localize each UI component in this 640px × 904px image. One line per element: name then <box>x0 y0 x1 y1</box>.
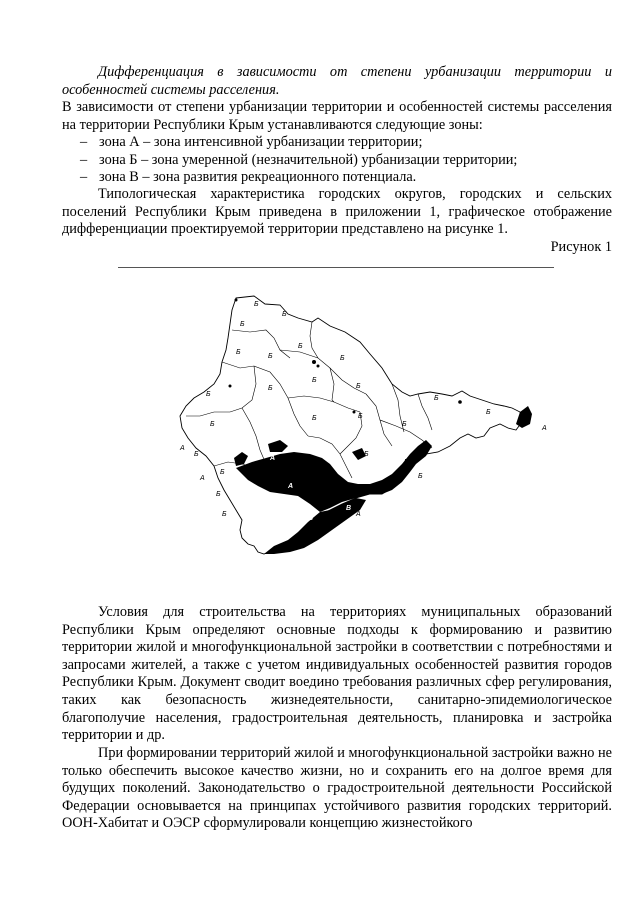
map-label-zone-b: Б <box>312 377 317 384</box>
map-label-zone-b: Б <box>298 343 303 350</box>
intro-paragraph: В зависимости от степени урбанизации территории и особенностей системы расселения на территории Республики Крым устанавливаются следующие зоны: <box>62 99 612 133</box>
map-label-zone-b: Б <box>268 353 273 360</box>
map-label-zone-b: Б <box>402 421 407 428</box>
typology-paragraph: Типологическая характеристика городских округов, городских и сельских поселений Республики Крым приведена в приложении 1, графическое отображение дифференциации проектируемой территории представлено на рисунке 1. <box>62 186 612 238</box>
settlement-marker <box>229 385 232 388</box>
settlement-marker <box>235 299 238 302</box>
map-label-zone-b: Б <box>340 355 345 362</box>
zone-list <box>62 134 612 187</box>
map-label-zone-v: В <box>308 515 314 522</box>
map-label-zone-b: Б <box>220 469 225 476</box>
map-label-zone-b: Б <box>358 413 363 420</box>
map-label-zone-b: Б <box>434 395 439 402</box>
forming-paragraph: При формировании территорий жилой и многофункциональной застройки важно не только обеспечить высокое качество жизни, но и сохранить его на долгое время для будущих поколений. Законодательство о градостроительной деятельности Российской Федерации основывается на принципах устойчивого развития городских территорий. ООН-Хабитат и ОЭСР сформулировали концепцию жизнестойкого <box>62 745 612 832</box>
crimea-zoning-map <box>170 288 560 570</box>
map-label-zone-b: Б <box>486 409 491 416</box>
map-label-zone-a: А <box>356 511 361 518</box>
settlement-marker <box>312 360 316 364</box>
figure-caption: Рисунок 1 <box>550 239 612 255</box>
map-label-zone-b: Б <box>236 349 241 356</box>
map-label-zone-b: Б <box>206 391 211 398</box>
map-label-zone-b: Б <box>216 491 221 498</box>
map-label-zone-v: В <box>346 505 352 512</box>
zone-a-area <box>516 406 532 428</box>
section-heading: Дифференциация в зависимости от степени урбанизации территории и особенностей системы расселения. <box>62 64 612 98</box>
map-label-zone-a: А <box>370 467 376 474</box>
figure-separator-line <box>118 267 554 268</box>
settlement-marker <box>458 400 462 404</box>
map-label-zone-b: Б <box>364 451 369 458</box>
map-label-zone-b: Б <box>312 415 317 422</box>
map-label-zone-b: Б <box>222 511 227 518</box>
zone-list-item: – зона В – зона развития рекреационного потенциала. <box>62 169 612 187</box>
map-label-zone-b: Б <box>404 459 409 466</box>
zone-list-item: – зона Б – зона умеренной (незначительной) урбанизации территории; <box>62 152 612 170</box>
map-label-zone-b: Б <box>356 383 361 390</box>
conditions-paragraph: Условия для строительства на территориях муниципальных образований Республики Крым определяют основные подходы к формированию и развитию территории жилой и многофункциональной застройки в соответствии с потребностями и запросами жителей, а также с учетом индивидуальных особенностей развития городов Республики Крым. Документ сводит воедино требования различных сфер регулирования, таких как безопасность жизнедеятельности, санитарно-эпидемиологическое благополучие населения, градостроительная деятельность, планировка и застройка территории и др. <box>62 604 612 744</box>
map-label-zone-a: А <box>180 445 185 452</box>
map-label-zone-a: А <box>270 455 276 462</box>
settlement-marker <box>353 411 356 414</box>
settlement-marker <box>317 365 320 368</box>
zone-list-item: – зона А – зона интенсивной урбанизации территории; <box>62 134 612 152</box>
zone-list-items <box>62 134 612 187</box>
map-label-zone-v: В <box>282 535 288 542</box>
map-label-zone-b: Б <box>240 321 245 328</box>
map-label-zone-b: Б <box>418 473 423 480</box>
map-label-zone-a: А <box>200 475 205 482</box>
map-label-zone-b: Б <box>210 421 215 428</box>
map-label-zone-b: Б <box>282 311 287 318</box>
map-label-zone-b: Б <box>254 301 259 308</box>
map-label-zone-a: А <box>542 425 547 432</box>
map-label-zone-b: Б <box>194 451 199 458</box>
map-label-zone-a: А <box>288 483 294 490</box>
map-label-zone-b: Б <box>268 385 273 392</box>
